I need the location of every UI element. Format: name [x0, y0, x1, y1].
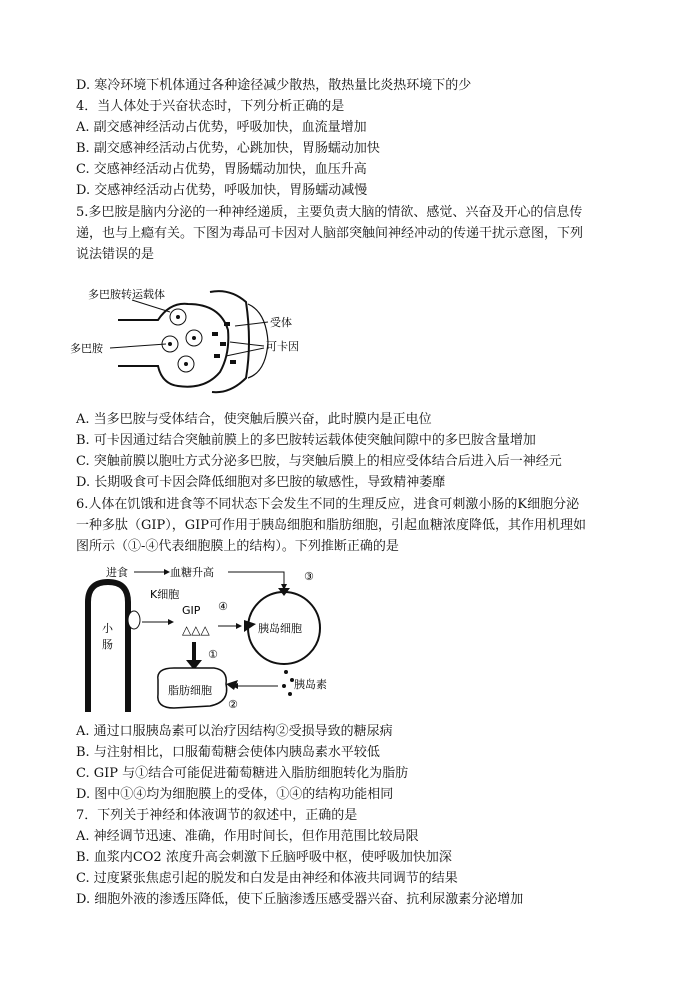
q4-stem: 4．当人体处于兴奋状态时，下列分析正确的是: [76, 99, 345, 114]
q6-stem-line-3: 图所示（①-④代表细胞膜上的结构）。下列推断正确的是: [76, 539, 399, 554]
figure-label-intestine-2: 肠: [102, 638, 113, 651]
figure-label-eat: 进食: [106, 566, 128, 579]
q5-stem-line-2: 递，也与上瘾有关。下图为毒品可卡因对人脑部突触间神经冲动的传递干扰示意图，下列: [76, 226, 584, 241]
q6-stem-line-1: 6.人体在饥饿和进食等不同状态下会发生不同的生理反应，进食可刺激小肠的K细胞分泌: [76, 497, 580, 512]
q5-option-b: B. 可卡因通过结合突触前膜上的多巴胺转运载体使突触间隙中的多巴胺含量增加: [76, 433, 536, 448]
q4-option-c: C. 交感神经活动占优势，胃肠蠕动加快，血压升高: [76, 162, 367, 177]
figure-label-kcell: K细胞: [150, 588, 180, 601]
q6-option-c: C. GIP 与①结合可能促进葡萄糖进入脂肪细胞转化为脂肪: [76, 766, 409, 781]
figure-num-1: ①: [208, 648, 218, 661]
q6-option-a: A. 通过口服胰岛素可以治疗因结构②受损导致的糖尿病: [76, 724, 393, 739]
q4-option-d: D. 交感神经活动占优势，呼吸加快，胃肠蠕动减慢: [76, 183, 368, 198]
q5-stem-line-3: 说法错误的是: [76, 247, 155, 262]
gip-figure: [78, 562, 338, 712]
q5-option-d: D. 长期吸食可卡因会降低细胞对多巴胺的敏感性，导致精神萎靡: [76, 475, 446, 490]
figure-label-cocaine: 可卡因: [266, 340, 299, 353]
figure-label-receptor: 受体: [270, 316, 292, 329]
q5-option-c: C. 突触前膜以胞吐方式分泌多巴胺，与突触后膜上的相应受体结合后进入后一神经元: [76, 454, 562, 469]
q7-option-d: D. 细胞外液的渗透压降低，使下丘脑渗透压感受器兴奋、抗利尿激素分泌增加: [76, 892, 524, 907]
figure-label-islet: 胰岛细胞: [258, 622, 302, 635]
figure-label-intestine-1: 小: [102, 622, 113, 635]
figure-gip-molecules: △△△: [182, 623, 210, 637]
figure-label-glucose-rise: 血糖升高: [170, 566, 214, 579]
q3-option-d: D. 寒冷环境下机体通过各种途径减少散热，散热量比炎热环境下的少: [76, 78, 472, 93]
figure-num-2: ②: [228, 698, 238, 711]
q5-stem-line-1: 5.多巴胺是脑内分泌的一种神经递质，主要负责大脑的情欲、感觉、兴奋及开心的信息传: [76, 205, 583, 220]
figure-label-dopamine: 多巴胺: [70, 342, 103, 355]
q6-option-b: B. 与注射相比，口服葡萄糖会使体内胰岛素水平较低: [76, 745, 380, 760]
figure-num-4: ④: [218, 600, 228, 613]
q7-option-b: B. 血浆内CO2 浓度升高会刺激下丘脑呼吸中枢，使呼吸加快加深: [76, 850, 452, 865]
figure-label-gip: GIP: [182, 604, 201, 617]
figure-label-transporter: 多巴胺转运载体: [88, 288, 165, 301]
q7-stem: 7．下列关于神经和体液调节的叙述中，正确的是: [76, 808, 358, 823]
q7-option-a: A. 神经调节迅速、准确，作用时间长，但作用范围比较局限: [76, 829, 419, 844]
figure-num-3: ③: [304, 570, 314, 583]
synapse-figure: [70, 282, 340, 397]
q4-option-b: B. 副交感神经活动占优势，心跳加快，胃肠蠕动加快: [76, 141, 380, 156]
figure-label-insulin: 胰岛素: [294, 678, 327, 691]
q7-option-c: C. 过度紧张焦虑引起的脱发和白发是由神经和体液共同调节的结果: [76, 871, 458, 886]
q5-option-a: A. 当多巴胺与受体结合，使突触后膜兴奋，此时膜内是正电位: [76, 412, 432, 427]
q4-option-a: A. 副交感神经活动占优势，呼吸加快，血流量增加: [76, 120, 367, 135]
q6-option-d: D. 图中①④均为细胞膜上的受体，①④的结构功能相同: [76, 787, 394, 802]
figure-label-fat: 脂肪细胞: [168, 684, 212, 697]
q6-stem-line-2: 一种多肽（GIP），GIP可作用于胰岛细胞和脂肪细胞，引起血糖浓度降低，其作用机理如: [76, 518, 587, 533]
